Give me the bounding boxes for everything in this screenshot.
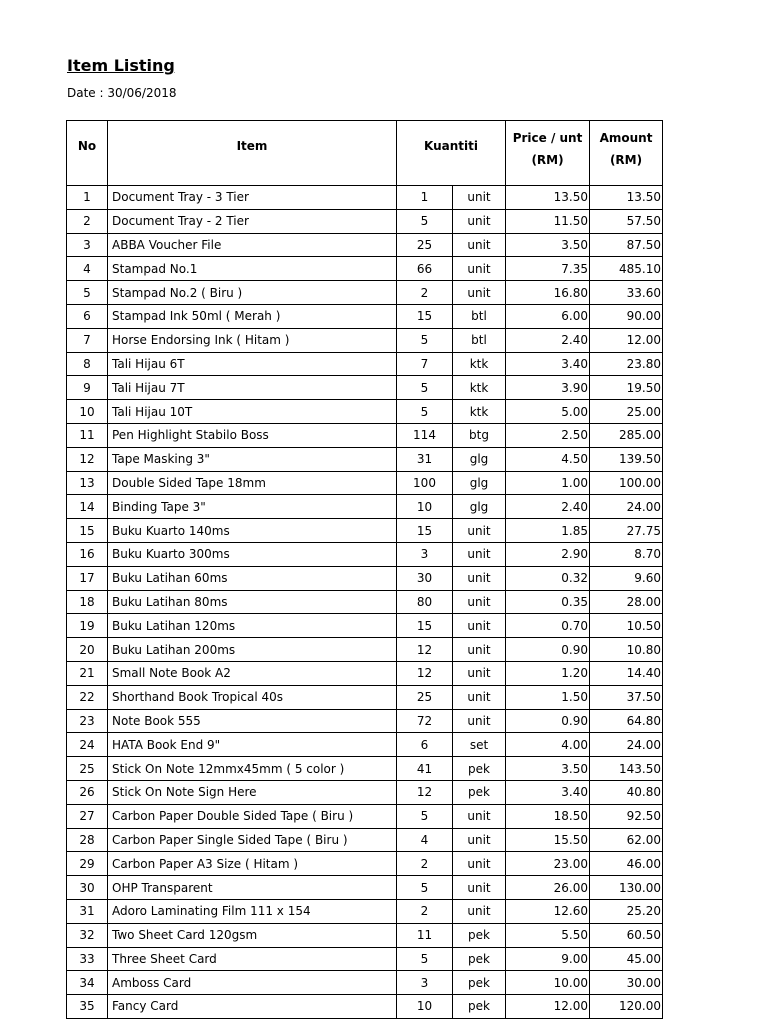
item-price: 0.90 (506, 638, 590, 662)
item-unit: pek (453, 923, 506, 947)
row-number: 2 (67, 209, 108, 233)
item-amount: 87.50 (590, 233, 663, 257)
column-header-amount-unit: (RM) (609, 153, 643, 167)
item-amount: 23.80 (590, 352, 663, 376)
item-unit: unit (453, 852, 506, 876)
item-quantity: 2 (397, 281, 453, 305)
item-unit: pek (453, 971, 506, 995)
item-price: 1.85 (506, 519, 590, 543)
item-name: Buku Latihan 80ms (108, 590, 397, 614)
item-unit: unit (453, 257, 506, 281)
table-header-row (67, 121, 663, 186)
item-quantity: 4 (397, 828, 453, 852)
row-number: 1 (67, 186, 108, 210)
table-row (67, 304, 663, 328)
item-name: Fancy Card (108, 995, 397, 1019)
item-name: Buku Kuarto 140ms (108, 519, 397, 543)
table-row (67, 780, 663, 804)
item-unit: unit (453, 876, 506, 900)
item-name: Stampad Ink 50ml ( Merah ) (108, 304, 397, 328)
item-quantity: 100 (397, 471, 453, 495)
row-number: 5 (67, 281, 108, 305)
page-title: Item Listing (67, 56, 175, 75)
table-row (67, 995, 663, 1019)
row-number: 19 (67, 614, 108, 638)
item-name: Binding Tape 3" (108, 495, 397, 519)
item-quantity: 10 (397, 995, 453, 1019)
item-unit: unit (453, 709, 506, 733)
item-quantity: 25 (397, 685, 453, 709)
item-name: Carbon Paper A3 Size ( Hitam ) (108, 852, 397, 876)
item-amount: 14.40 (590, 661, 663, 685)
table-row (67, 947, 663, 971)
item-quantity: 12 (397, 661, 453, 685)
item-price: 5.50 (506, 923, 590, 947)
item-name: Stampad No.1 (108, 257, 397, 281)
item-quantity: 5 (397, 209, 453, 233)
item-quantity: 2 (397, 899, 453, 923)
item-amount: 57.50 (590, 209, 663, 233)
item-unit: unit (453, 519, 506, 543)
table-row (67, 400, 663, 424)
item-quantity: 7 (397, 352, 453, 376)
column-header-amount-label: Amount (599, 131, 653, 145)
item-name: Carbon Paper Single Sided Tape ( Biru ) (108, 828, 397, 852)
item-quantity: 30 (397, 566, 453, 590)
item-quantity: 3 (397, 542, 453, 566)
item-quantity: 15 (397, 304, 453, 328)
item-quantity: 31 (397, 447, 453, 471)
item-unit: glg (453, 495, 506, 519)
item-price: 3.40 (506, 780, 590, 804)
table-row (67, 757, 663, 781)
item-amount: 45.00 (590, 947, 663, 971)
item-unit: unit (453, 542, 506, 566)
item-name: Shorthand Book Tropical 40s (108, 685, 397, 709)
item-amount: 37.50 (590, 685, 663, 709)
item-name: Buku Latihan 60ms (108, 566, 397, 590)
item-quantity: 72 (397, 709, 453, 733)
column-header-price-label: Price / unt (512, 131, 583, 145)
table-row (67, 638, 663, 662)
item-name: Tape Masking 3" (108, 447, 397, 471)
table-row (67, 566, 663, 590)
table-row (67, 709, 663, 733)
table-row (67, 519, 663, 543)
item-unit: ktk (453, 376, 506, 400)
row-number: 13 (67, 471, 108, 495)
table-row (67, 971, 663, 995)
item-quantity: 41 (397, 757, 453, 781)
item-quantity: 5 (397, 876, 453, 900)
item-quantity: 15 (397, 614, 453, 638)
table-row (67, 661, 663, 685)
item-amount: 24.00 (590, 495, 663, 519)
item-unit: btl (453, 304, 506, 328)
row-number: 3 (67, 233, 108, 257)
item-name: Pen Highlight Stabilo Boss (108, 423, 397, 447)
item-amount: 64.80 (590, 709, 663, 733)
table-row (67, 542, 663, 566)
table-row (67, 186, 663, 210)
item-price: 7.35 (506, 257, 590, 281)
item-price: 4.50 (506, 447, 590, 471)
item-price: 2.50 (506, 423, 590, 447)
item-quantity: 11 (397, 923, 453, 947)
document-date: Date : 30/06/2018 (67, 86, 177, 100)
row-number: 22 (67, 685, 108, 709)
item-unit: unit (453, 233, 506, 257)
item-name: Buku Kuarto 300ms (108, 542, 397, 566)
item-amount: 40.80 (590, 780, 663, 804)
item-quantity: 5 (397, 400, 453, 424)
row-number: 27 (67, 804, 108, 828)
row-number: 15 (67, 519, 108, 543)
item-name: Carbon Paper Double Sided Tape ( Biru ) (108, 804, 397, 828)
item-price: 4.00 (506, 733, 590, 757)
item-amount: 60.50 (590, 923, 663, 947)
item-quantity: 5 (397, 947, 453, 971)
item-amount: 25.00 (590, 400, 663, 424)
row-number: 4 (67, 257, 108, 281)
item-price: 2.40 (506, 495, 590, 519)
item-amount: 9.60 (590, 566, 663, 590)
item-quantity: 1 (397, 186, 453, 210)
column-header-quantity: Kuantiti (397, 121, 506, 186)
row-number: 8 (67, 352, 108, 376)
item-price: 1.50 (506, 685, 590, 709)
table-row (67, 423, 663, 447)
item-amount: 92.50 (590, 804, 663, 828)
item-quantity: 80 (397, 590, 453, 614)
item-unit: set (453, 733, 506, 757)
row-number: 26 (67, 780, 108, 804)
item-amount: 100.00 (590, 471, 663, 495)
item-amount: 27.75 (590, 519, 663, 543)
item-name: Tali Hijau 6T (108, 352, 397, 376)
item-name: ABBA Voucher File (108, 233, 397, 257)
item-quantity: 25 (397, 233, 453, 257)
row-number: 32 (67, 923, 108, 947)
item-quantity: 5 (397, 376, 453, 400)
row-number: 16 (67, 542, 108, 566)
item-amount: 285.00 (590, 423, 663, 447)
item-unit: btg (453, 423, 506, 447)
item-unit: ktk (453, 400, 506, 424)
row-number: 14 (67, 495, 108, 519)
table-row (67, 257, 663, 281)
item-name: Buku Latihan 120ms (108, 614, 397, 638)
item-name: HATA Book End 9" (108, 733, 397, 757)
item-quantity: 10 (397, 495, 453, 519)
item-unit: btl (453, 328, 506, 352)
table-row (67, 209, 663, 233)
item-name: Double Sided Tape 18mm (108, 471, 397, 495)
table-row (67, 447, 663, 471)
item-amount: 13.50 (590, 186, 663, 210)
item-name: Three Sheet Card (108, 947, 397, 971)
item-price: 6.00 (506, 304, 590, 328)
item-amount: 12.00 (590, 328, 663, 352)
row-number: 31 (67, 899, 108, 923)
item-quantity: 3 (397, 971, 453, 995)
item-amount: 28.00 (590, 590, 663, 614)
item-name: Document Tray - 3 Tier (108, 186, 397, 210)
item-price: 3.50 (506, 757, 590, 781)
item-price: 16.80 (506, 281, 590, 305)
item-amount: 62.00 (590, 828, 663, 852)
item-amount: 143.50 (590, 757, 663, 781)
item-amount: 120.00 (590, 995, 663, 1019)
item-unit: unit (453, 685, 506, 709)
table-row (67, 852, 663, 876)
item-price: 23.00 (506, 852, 590, 876)
row-number: 24 (67, 733, 108, 757)
item-price: 9.00 (506, 947, 590, 971)
item-amount: 33.60 (590, 281, 663, 305)
item-unit: unit (453, 566, 506, 590)
item-price: 12.60 (506, 899, 590, 923)
row-number: 11 (67, 423, 108, 447)
table-row (67, 590, 663, 614)
row-number: 20 (67, 638, 108, 662)
item-quantity: 5 (397, 328, 453, 352)
item-price: 3.90 (506, 376, 590, 400)
table-row (67, 328, 663, 352)
item-price: 0.90 (506, 709, 590, 733)
table-row (67, 471, 663, 495)
row-number: 7 (67, 328, 108, 352)
item-price: 26.00 (506, 876, 590, 900)
item-quantity: 15 (397, 519, 453, 543)
item-name: OHP Transparent (108, 876, 397, 900)
item-name: Tali Hijau 10T (108, 400, 397, 424)
item-unit: pek (453, 947, 506, 971)
table-row (67, 614, 663, 638)
column-header-price-unit: (RM) (531, 153, 564, 167)
row-number: 29 (67, 852, 108, 876)
table-row (67, 733, 663, 757)
item-amount: 30.00 (590, 971, 663, 995)
item-quantity: 12 (397, 780, 453, 804)
row-number: 25 (67, 757, 108, 781)
row-number: 23 (67, 709, 108, 733)
row-number: 30 (67, 876, 108, 900)
row-number: 17 (67, 566, 108, 590)
table-row (67, 899, 663, 923)
item-name: Tali Hijau 7T (108, 376, 397, 400)
row-number: 18 (67, 590, 108, 614)
row-number: 35 (67, 995, 108, 1019)
item-name: Stick On Note 12mmx45mm ( 5 color ) (108, 757, 397, 781)
table-row (67, 923, 663, 947)
table-row (67, 233, 663, 257)
table-row (67, 685, 663, 709)
item-price: 11.50 (506, 209, 590, 233)
item-name: Adoro Laminating Film 111 x 154 (108, 899, 397, 923)
table-row (67, 804, 663, 828)
item-price: 18.50 (506, 804, 590, 828)
item-price: 12.00 (506, 995, 590, 1019)
item-unit: ktk (453, 352, 506, 376)
item-unit: pek (453, 780, 506, 804)
item-price: 3.50 (506, 233, 590, 257)
item-price: 15.50 (506, 828, 590, 852)
item-name: Note Book 555 (108, 709, 397, 733)
item-name: Document Tray - 2 Tier (108, 209, 397, 233)
item-price: 1.20 (506, 661, 590, 685)
item-price: 0.35 (506, 590, 590, 614)
item-unit: unit (453, 186, 506, 210)
item-amount: 90.00 (590, 304, 663, 328)
item-unit: pek (453, 995, 506, 1019)
table-row (67, 281, 663, 305)
column-header-item: Item (108, 121, 397, 186)
item-unit: unit (453, 804, 506, 828)
column-header-price (506, 121, 590, 186)
item-amount: 46.00 (590, 852, 663, 876)
item-unit: unit (453, 614, 506, 638)
item-quantity: 114 (397, 423, 453, 447)
item-name: Stick On Note Sign Here (108, 780, 397, 804)
item-name: Two Sheet Card 120gsm (108, 923, 397, 947)
row-number: 33 (67, 947, 108, 971)
item-quantity: 5 (397, 804, 453, 828)
item-price: 1.00 (506, 471, 590, 495)
item-amount: 130.00 (590, 876, 663, 900)
item-unit: glg (453, 471, 506, 495)
item-name: Amboss Card (108, 971, 397, 995)
item-quantity: 66 (397, 257, 453, 281)
item-name: Horse Endorsing Ink ( Hitam ) (108, 328, 397, 352)
item-amount: 25.20 (590, 899, 663, 923)
table-row (67, 828, 663, 852)
item-unit: unit (453, 899, 506, 923)
item-unit: pek (453, 757, 506, 781)
item-amount: 10.80 (590, 638, 663, 662)
table-row (67, 876, 663, 900)
item-unit: unit (453, 209, 506, 233)
item-price: 2.40 (506, 328, 590, 352)
item-price: 3.40 (506, 352, 590, 376)
item-quantity: 6 (397, 733, 453, 757)
item-name: Small Note Book A2 (108, 661, 397, 685)
row-number: 6 (67, 304, 108, 328)
row-number: 10 (67, 400, 108, 424)
item-price: 5.00 (506, 400, 590, 424)
item-amount: 24.00 (590, 733, 663, 757)
item-unit: glg (453, 447, 506, 471)
item-amount: 8.70 (590, 542, 663, 566)
item-name: Stampad No.2 ( Biru ) (108, 281, 397, 305)
item-unit: unit (453, 281, 506, 305)
item-price: 0.70 (506, 614, 590, 638)
table-row (67, 352, 663, 376)
item-price: 10.00 (506, 971, 590, 995)
item-quantity: 2 (397, 852, 453, 876)
row-number: 34 (67, 971, 108, 995)
item-price: 2.90 (506, 542, 590, 566)
item-quantity: 12 (397, 638, 453, 662)
row-number: 9 (67, 376, 108, 400)
table-row (67, 495, 663, 519)
item-amount: 10.50 (590, 614, 663, 638)
column-header-no: No (67, 121, 108, 186)
item-unit: unit (453, 828, 506, 852)
item-amount: 485.10 (590, 257, 663, 281)
row-number: 28 (67, 828, 108, 852)
item-table (66, 120, 663, 1019)
item-price: 0.32 (506, 566, 590, 590)
item-name: Buku Latihan 200ms (108, 638, 397, 662)
column-header-amount (590, 121, 663, 186)
item-unit: unit (453, 661, 506, 685)
item-unit: unit (453, 638, 506, 662)
item-amount: 139.50 (590, 447, 663, 471)
item-amount: 19.50 (590, 376, 663, 400)
row-number: 12 (67, 447, 108, 471)
table-row (67, 376, 663, 400)
item-unit: unit (453, 590, 506, 614)
item-price: 13.50 (506, 186, 590, 210)
row-number: 21 (67, 661, 108, 685)
